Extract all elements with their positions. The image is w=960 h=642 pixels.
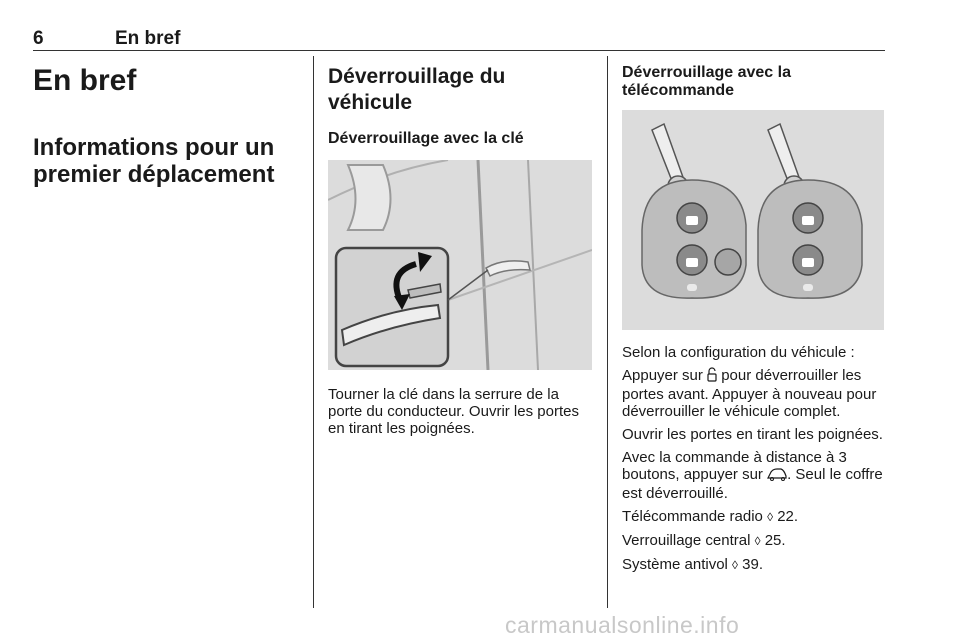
remote-keys-illustration	[622, 110, 884, 330]
subsection-title-line1: Déverrouillage avec la	[622, 64, 791, 81]
trunk-instruction: Avec la commande à distance à 3 boutons, appuyer sur . Seul le coffre est déverrouillé.	[622, 449, 883, 502]
topic-title: Déverrouillage du véhicule	[328, 65, 506, 114]
header-title: En bref	[115, 28, 181, 49]
ref-remote[interactable]: Télécommande radio ◊ 22.	[622, 508, 799, 525]
column-3	[622, 60, 884, 574]
section-title: Informations pour un premier déplacement	[33, 134, 275, 188]
chapter-title: En bref	[33, 64, 137, 97]
unlock-instruction: Appuyer sur pour déverrouiller les portes avant. Appuyer à nouveau pour déverrouiller le véhicule complet.	[622, 367, 877, 420]
xref-icon: ◊	[767, 510, 774, 524]
trunk-icon	[767, 468, 787, 485]
ref-antitheft[interactable]: Système antivol ◊ 39.	[622, 556, 764, 573]
page-number: 6	[33, 28, 44, 49]
watermark: carmanualsonline.info	[505, 612, 740, 638]
xref-icon: ◊	[754, 534, 761, 548]
open-doors-text: Ouvrir les portes en tirant les poignées.	[622, 426, 883, 443]
column-2	[328, 60, 592, 437]
unlock-icon	[707, 367, 717, 386]
column-1	[33, 60, 295, 188]
door-key-illustration	[328, 160, 592, 370]
intro-text: Selon la configuration du véhicule :	[622, 344, 855, 361]
xref-icon: ◊	[732, 558, 738, 572]
subsection-title-key: Déverrouillage avec la clé	[328, 130, 524, 147]
ref-central-locking[interactable]: Verrouillage central ◊ 25.	[622, 532, 786, 549]
subsection-title-remote	[622, 64, 884, 100]
column-divider-1	[313, 56, 314, 608]
key-unlock-text: Tourner la clé dans la serrure de la porte du conducteur. Ouvrir les portes en tirant les poignées.	[328, 386, 579, 437]
header-rule	[33, 50, 885, 51]
column-divider-2	[607, 56, 608, 608]
subsection-title-line2: télécommande	[622, 82, 735, 99]
